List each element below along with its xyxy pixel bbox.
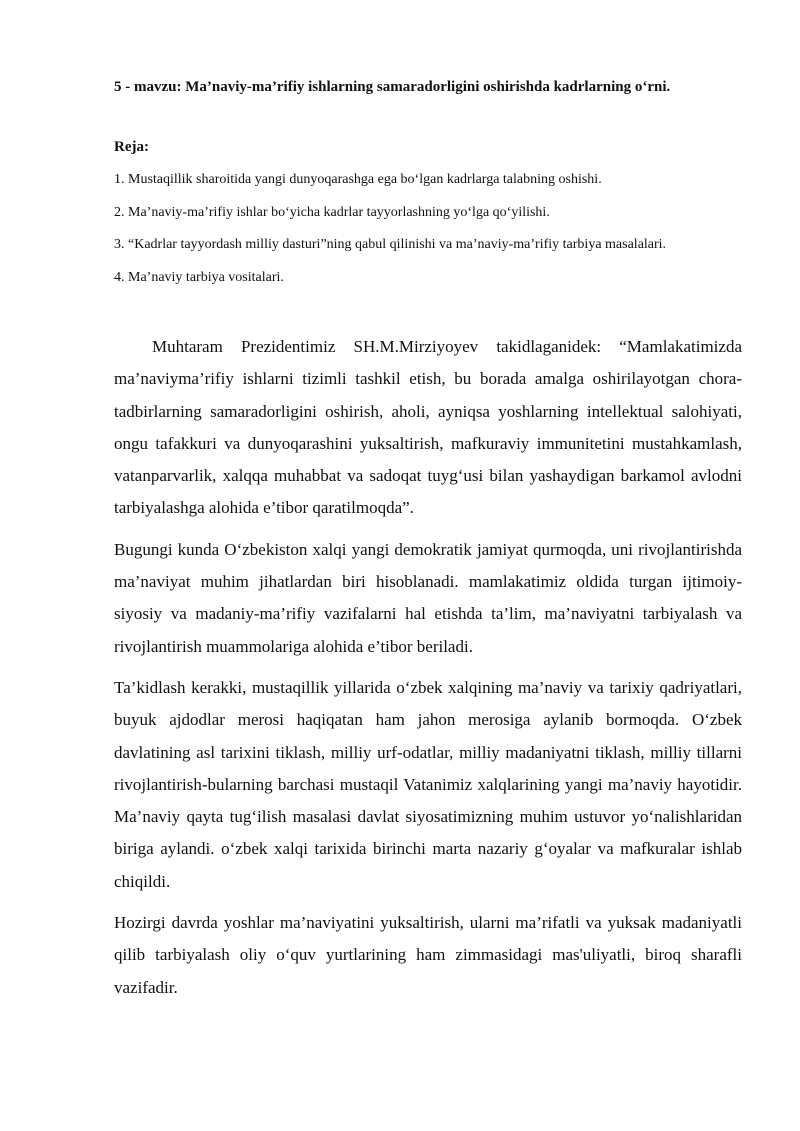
- plan-item: 1. Mustaqillik sharoitida yangi dunyoqarashga ega bo‘lgan kadrlarga talabning oshishi.: [114, 172, 602, 187]
- paragraph-president-quote: Muhtaram Prezidentimiz SH.M.Mirziyoyev takidlaganidek: “Mamlakatimizda ma’naviyma’rifiy ishlarni tizimli tashkil etish, bu borada amalga oshirilayotgan chora-tadbirlarning samaradorligini oshirish, aholi, ayniqsa yoshlarning intellektual salohiyati, ongu tafakkuri va dunyoqarashini yuksaltirish, mafkuraviy immunitetini mustahkamlash, vatanparvarlik, xalqqa muhabbat va sadoqat tuyg‘usi bilan yashaydigan barkamol avlodni tarbiyalashga alohida e’tibor qaratilmoqda”.: [114, 337, 742, 518]
- body-text: [114, 331, 742, 1013]
- plan-list: [114, 170, 754, 300]
- plan-item: 4. Ma’naviy tarbiya vositalari.: [114, 269, 284, 285]
- paragraph-independence: Ta’kidlash kerakki, mustaqillik yillarida o‘zbek xalqining ma’naviy va tarixiy qadriyatlari, buyuk ajdodlar merosi haqiqatan ham jahon merosiga aylanib bormoqda. O‘zbek davlatining asl tarixini tiklash, milliy urf-odatlar, milliy madaniyatni tiklash, milliy tillarni rivojlantirish-bularning barchasi mustaqil Vatanimiz xalqlarining yangi ma’naviy hayotidir. Ma’naviy qayta tug‘ilish masalasi davlat siyosatimizning muhim ustuvor yo‘nalishlaridan biriga aylandi. o‘zbek xalqi tarixida birinchi marta nazariy g‘oyalar va mafkuralar ishlab chiqildi.: [114, 677, 742, 891]
- paragraph-youth: Hozirgi davrda yoshlar ma’naviyatini yuksaltirish, ularni ma’rifatli va yuksak madaniyatli qilib tarbiyalash oliy o‘quv yurtlarining ham zimmasidagi mas'uliyatli, biroq sharafli vazifadir.: [114, 913, 742, 997]
- plan-item: 3. “Kadrlar tayyordash milliy dasturi”ning qabul qilinishi va ma’naviy-ma’rifiy tarbiya masalalari.: [114, 237, 667, 252]
- topic-title: 5 - mavzu: Ma’naviy-ma’rifiy ishlarning samaradorligini oshirishda kadrlarning o‘rni.: [114, 79, 671, 95]
- plan-heading: Reja:: [114, 139, 149, 155]
- paragraph-today: Bugungi kunda O‘zbekiston xalqi yangi demokratik jamiyat qurmoqda, uni rivojlantirishda ma’naviyat muhim jihatlardan biri hisoblanadi. mamlakatimiz oldida turgan ijtimoiy-siyosiy va madaniy-ma’rifiy vazifalarni hal etishda ta’lim, ma’naviyatni tarbiyalash va rivojlantirish muammolariga alohida e’tibor beriladi.: [114, 539, 742, 656]
- plan-item: 2. Ma’naviy-ma’rifiy ishlar bo‘yicha kadrlar tayyorlashning yo‘lga qo‘yilishi.: [114, 204, 550, 220]
